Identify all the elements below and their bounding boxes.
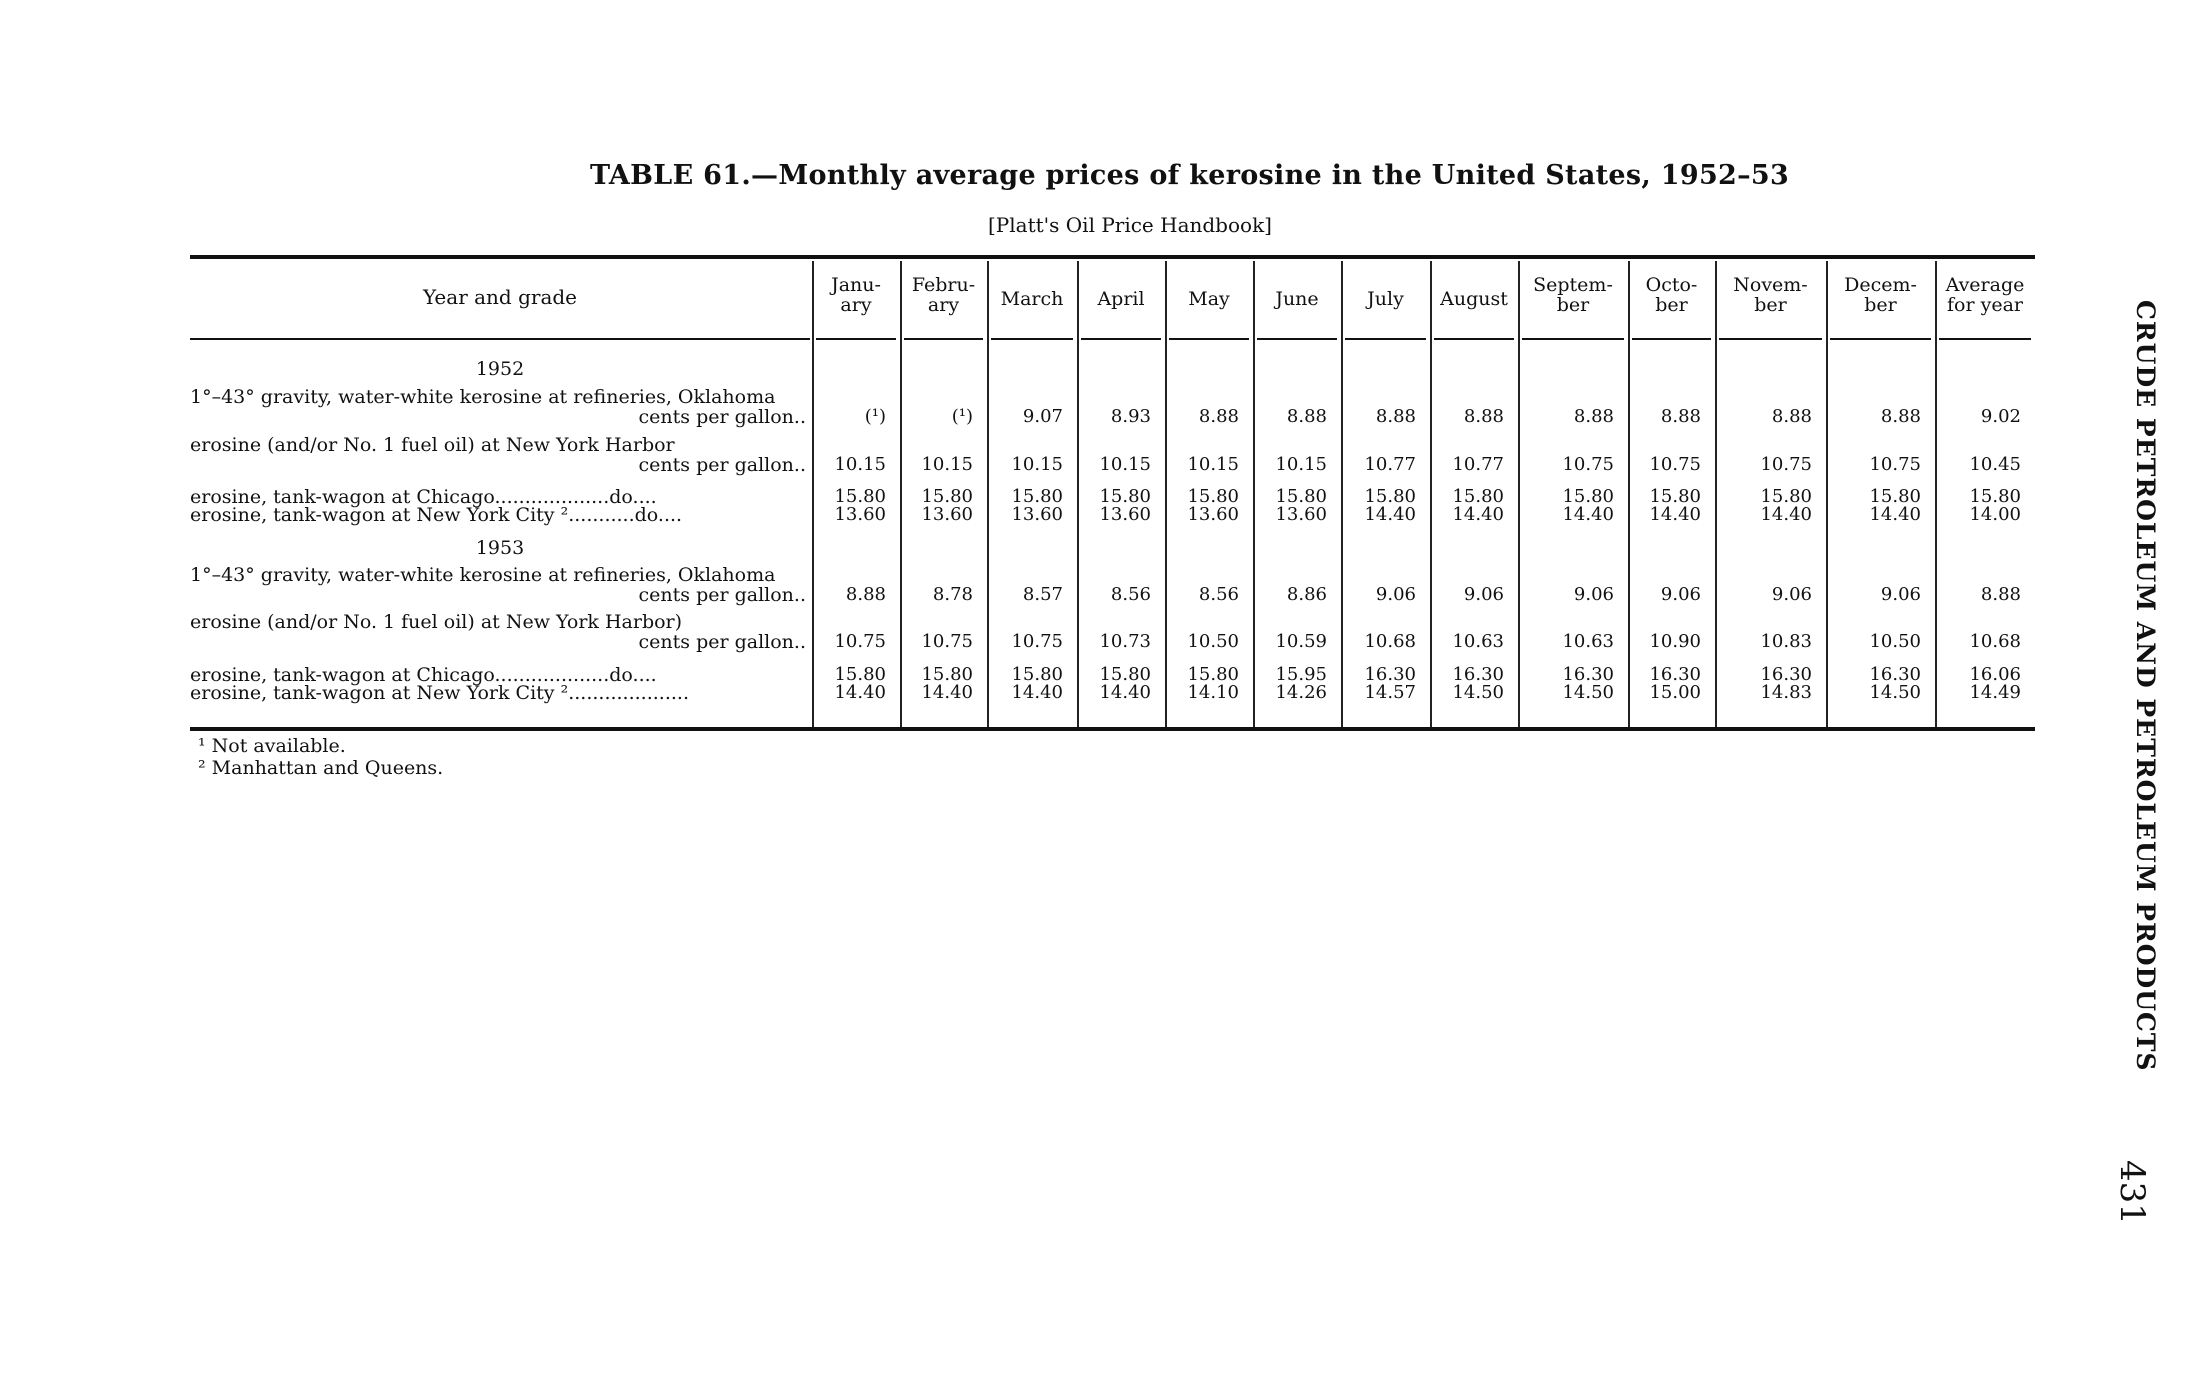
table-cell: 8.88 — [1980, 584, 2021, 605]
table-cell: 9.06 — [1375, 584, 1416, 605]
table-cell: 14.40 — [1562, 504, 1614, 525]
page-number: 431 — [2112, 1160, 2152, 1225]
header-rule — [904, 338, 983, 340]
table-cell: 8.86 — [1286, 584, 1327, 605]
table-cell: 16.30 — [1649, 664, 1701, 685]
table-cell: 8.88 — [1660, 406, 1701, 427]
table-cell: 8.88 — [1573, 406, 1614, 427]
table-cell: 15.00 — [1649, 682, 1701, 703]
table-cell: 10.75 — [1649, 454, 1701, 475]
table-cell: 15.80 — [1649, 486, 1701, 507]
footnote-1: ¹ Not available. — [198, 735, 346, 757]
row-unit-label: cents per gallon.. — [638, 584, 806, 606]
table-cell: 10.75 — [921, 631, 973, 652]
column-header: August — [1440, 288, 1508, 310]
table-cell: 14.50 — [1869, 682, 1921, 703]
table-cell: 8.88 — [1286, 406, 1327, 427]
table-source: [Platt's Oil Price Handbook] — [988, 213, 1272, 237]
year-heading: 1952 — [475, 358, 525, 380]
table-cell: 10.68 — [1969, 631, 2021, 652]
table-cell: 10.15 — [921, 454, 973, 475]
table-cell: 10.77 — [1452, 454, 1504, 475]
table-cell: 10.75 — [1011, 631, 1063, 652]
table-cell: 10.50 — [1869, 631, 1921, 652]
header-rule — [1081, 338, 1161, 340]
table-cell: 15.80 — [1562, 486, 1614, 507]
footnote-2: ² Manhattan and Queens. — [198, 757, 444, 779]
table-cell: 14.40 — [1760, 504, 1812, 525]
table-cell: 15.80 — [1011, 664, 1063, 685]
year-heading: 1953 — [475, 537, 525, 559]
table-cell: 15.80 — [921, 486, 973, 507]
table-cell: 15.80 — [1760, 486, 1812, 507]
table-cell: 15.80 — [1187, 664, 1239, 685]
table-cell: 9.07 — [1022, 406, 1063, 427]
table-cell: 15.80 — [1187, 486, 1239, 507]
column-header: May — [1188, 288, 1230, 310]
table-cell: 10.75 — [1760, 454, 1812, 475]
table-cell: 8.57 — [1022, 584, 1063, 605]
table-cell: 15.80 — [1452, 486, 1504, 507]
table-cell: 14.57 — [1364, 682, 1416, 703]
table-cell: 13.60 — [1187, 504, 1239, 525]
table-cell: 16.30 — [1869, 664, 1921, 685]
table-cell: 14.40 — [1364, 504, 1416, 525]
table-cell: 16.30 — [1562, 664, 1614, 685]
price-table — [190, 255, 2035, 732]
table-cell: 14.40 — [834, 682, 886, 703]
header-rule — [1632, 338, 1711, 340]
table-cell: 14.40 — [1649, 504, 1701, 525]
table-cell: 15.80 — [1364, 486, 1416, 507]
header-rule — [1345, 338, 1426, 340]
column-header: Septem- ber — [1533, 274, 1613, 316]
table-cell: 16.30 — [1452, 664, 1504, 685]
table-cell: (¹) — [864, 406, 886, 427]
table-cell: 13.60 — [921, 504, 973, 525]
table-cell: 10.83 — [1760, 631, 1812, 652]
column-header: July — [1367, 288, 1404, 310]
header-rule — [1257, 338, 1337, 340]
column-header: Janu- ary — [831, 274, 881, 316]
table-cell: 10.50 — [1187, 631, 1239, 652]
table-cell: 8.56 — [1110, 584, 1151, 605]
header-rule — [1434, 338, 1514, 340]
table-cell: 9.02 — [1980, 406, 2021, 427]
stub-header: Year and grade — [422, 285, 578, 309]
column-header: Novem- ber — [1733, 274, 1808, 316]
table-cell: 8.88 — [1198, 406, 1239, 427]
table-cell: 14.40 — [1869, 504, 1921, 525]
table-cell: 16.06 — [1969, 664, 2021, 685]
column-header: June — [1275, 288, 1319, 310]
table-cell: 10.59 — [1275, 631, 1327, 652]
table-cell: 8.78 — [932, 584, 973, 605]
header-rule — [1522, 338, 1624, 340]
table-cell: 10.90 — [1649, 631, 1701, 652]
footnotes — [198, 735, 443, 779]
table-cell: 14.49 — [1969, 682, 2021, 703]
table-cell: 14.00 — [1969, 504, 2021, 525]
table-cell: 10.63 — [1452, 631, 1504, 652]
row-label: erosine (and/or No. 1 fuel oil) at New York Harbor — [190, 434, 675, 456]
table-cell: 10.15 — [1275, 454, 1327, 475]
table-cell: 14.40 — [1452, 504, 1504, 525]
table-cell: 14.40 — [921, 682, 973, 703]
column-header: March — [1000, 288, 1064, 310]
table-cell: 8.93 — [1110, 406, 1151, 427]
table-cell: 13.60 — [1275, 504, 1327, 525]
table-cell: 8.88 — [1463, 406, 1504, 427]
table-cell: 14.50 — [1452, 682, 1504, 703]
table-cell: 10.15 — [1099, 454, 1151, 475]
row-unit-label: cents per gallon.. — [638, 406, 806, 428]
table-cell: 13.60 — [1011, 504, 1063, 525]
column-header: Decem- ber — [1844, 274, 1917, 316]
row-label: erosine, tank-wagon at Chicago...................do.... — [190, 486, 657, 508]
table-cell: 9.06 — [1660, 584, 1701, 605]
table-cell: 9.06 — [1880, 584, 1921, 605]
table-cell: 9.06 — [1463, 584, 1504, 605]
table-cell: 13.60 — [834, 504, 886, 525]
table-cell: 14.10 — [1187, 682, 1239, 703]
header-rule — [1719, 338, 1822, 340]
table-cell: 9.06 — [1771, 584, 1812, 605]
column-header: Febru- ary — [911, 274, 976, 316]
table-cell: 15.80 — [1275, 486, 1327, 507]
table-cell: 8.56 — [1198, 584, 1239, 605]
column-header: April — [1097, 288, 1145, 310]
table-cell: 10.68 — [1364, 631, 1416, 652]
table-cell: 15.80 — [1969, 486, 2021, 507]
table-cell: 14.40 — [1099, 682, 1151, 703]
table-cell: 10.15 — [1187, 454, 1239, 475]
table-cell: 10.63 — [1562, 631, 1614, 652]
table-cell: 9.06 — [1573, 584, 1614, 605]
table-cell: 10.75 — [1562, 454, 1614, 475]
table-cell: 15.80 — [1869, 486, 1921, 507]
table-cell: 8.88 — [1771, 406, 1812, 427]
table-cell: 10.45 — [1969, 454, 2021, 475]
row-label: erosine (and/or No. 1 fuel oil) at New York Harbor) — [190, 611, 683, 633]
bottom-rule — [190, 727, 2035, 731]
table-cell: 8.88 — [845, 584, 886, 605]
header-rule — [816, 338, 896, 340]
table-cell: 15.80 — [1011, 486, 1063, 507]
table-cell: 14.26 — [1275, 682, 1327, 703]
row-unit-label: cents per gallon.. — [638, 454, 806, 476]
header-rule — [190, 338, 810, 340]
column-header: Average for year — [1945, 274, 2025, 316]
table-cell: 10.73 — [1099, 631, 1151, 652]
row-label: erosine, tank-wagon at Chicago...................do.... — [190, 664, 657, 686]
row-unit-label: cents per gallon.. — [638, 631, 806, 653]
column-header: Octo- ber — [1645, 274, 1698, 316]
table-cell: 16.30 — [1364, 664, 1416, 685]
table-cell: 16.30 — [1760, 664, 1812, 685]
table-cell: 10.75 — [834, 631, 886, 652]
table-title: TABLE 61.—Monthly average prices of kerosine in the United States, 1952–53 — [590, 160, 1790, 191]
header-rule — [991, 338, 1073, 340]
header-rule — [1830, 338, 1931, 340]
top-rule — [190, 255, 2035, 259]
table-cell: 13.60 — [1099, 504, 1151, 525]
row-label: erosine, tank-wagon at New York City ²...........do.... — [190, 504, 683, 526]
table-cell: 15.80 — [834, 664, 886, 685]
table-cell: 14.40 — [1011, 682, 1063, 703]
table-cell: 14.50 — [1562, 682, 1614, 703]
header-rule — [1169, 338, 1249, 340]
row-label: 1°–43° gravity, water-white kerosine at refineries, Oklahoma — [190, 386, 776, 408]
table-cell: 10.75 — [1869, 454, 1921, 475]
table-cell: 15.80 — [1099, 664, 1151, 685]
table-cell: 8.88 — [1880, 406, 1921, 427]
table-cell: 10.77 — [1364, 454, 1416, 475]
table-cell: 10.15 — [1011, 454, 1063, 475]
table-cell: 10.15 — [834, 454, 886, 475]
table-cell: 15.80 — [921, 664, 973, 685]
table-cell: 14.83 — [1760, 682, 1812, 703]
table-cell: (¹) — [951, 406, 973, 427]
table-cell: 15.80 — [834, 486, 886, 507]
row-label: erosine, tank-wagon at New York City ².................... — [190, 682, 689, 704]
row-label: 1°–43° gravity, water-white kerosine at refineries, Oklahoma — [190, 564, 776, 586]
running-head: CRUDE PETROLEUM AND PETROLEUM PRODUCTS — [2131, 300, 2160, 1072]
header-rule — [1939, 338, 2031, 340]
table-cell: 15.80 — [1099, 486, 1151, 507]
table-cell: 15.95 — [1275, 664, 1327, 685]
table-cell: 8.88 — [1375, 406, 1416, 427]
